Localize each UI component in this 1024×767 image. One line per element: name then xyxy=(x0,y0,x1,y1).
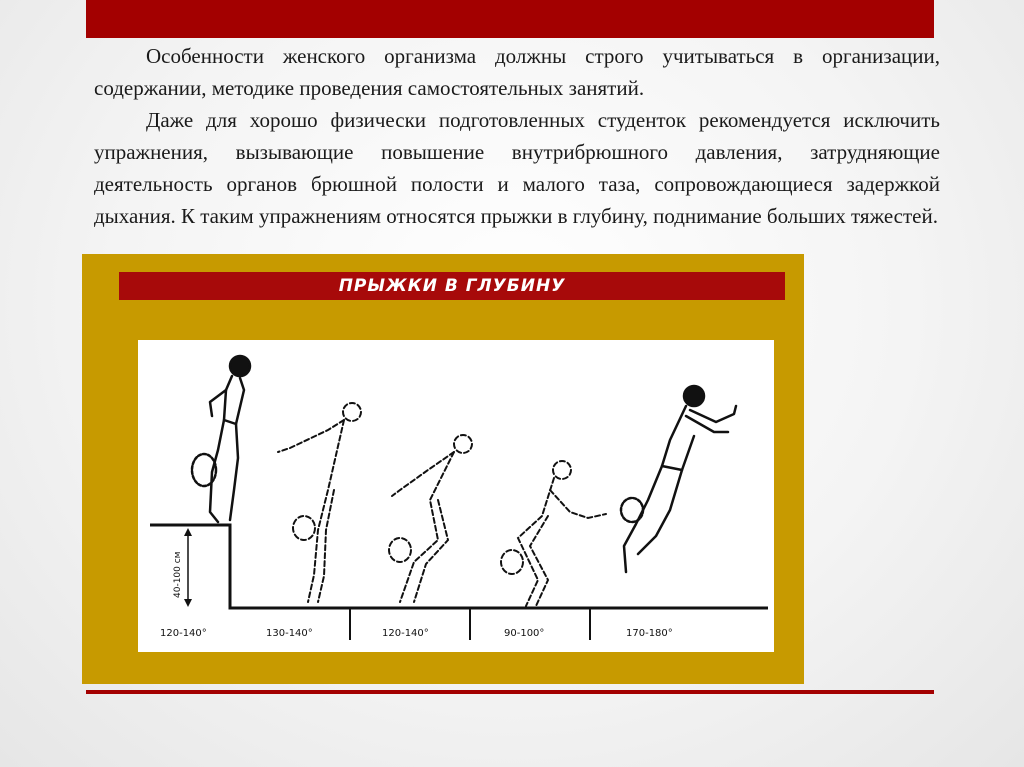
angle-label-2: 130-140° xyxy=(266,628,313,639)
top-accent-bar xyxy=(86,0,934,38)
angle-label-5: 170-180° xyxy=(626,628,673,639)
figure-landing xyxy=(389,435,472,602)
illustration-panel xyxy=(138,340,774,652)
angle-label-1: 120-140° xyxy=(160,628,207,639)
figure-standing xyxy=(192,356,250,522)
body-text xyxy=(94,40,940,232)
paragraph-1: Особенности женского организма должны строго учитываться в организации, содержании, методике проведения самостоятельных занятий. xyxy=(94,44,940,100)
height-arrow xyxy=(184,528,192,607)
illustration-title: ПРЫЖКИ В ГЛУБИНУ xyxy=(119,272,785,300)
figure-squat xyxy=(501,461,606,606)
figure-falling xyxy=(278,403,361,602)
height-label: 40-100 см xyxy=(173,551,183,598)
angle-label-4: 90-100° xyxy=(504,628,545,639)
jump-illustration xyxy=(82,254,804,684)
jump-sequence-drawing xyxy=(138,340,774,652)
bottom-accent-line xyxy=(86,690,934,694)
angle-label-3: 120-140° xyxy=(382,628,429,639)
platform-and-floor xyxy=(150,525,768,608)
figure-jumping xyxy=(621,386,736,572)
paragraph-2: Даже для хорошо физически подготовленных студенток рекомендуется исключить упражнения, вызывающие повышение внутрибрюшного давления, затрудняющие деятельность органов брюшной полости и малого таза, сопровождающиеся задержкой дыхания. К таким упражнениям относятся прыжки в глубину, поднимание больших тяжестей. xyxy=(94,108,940,228)
